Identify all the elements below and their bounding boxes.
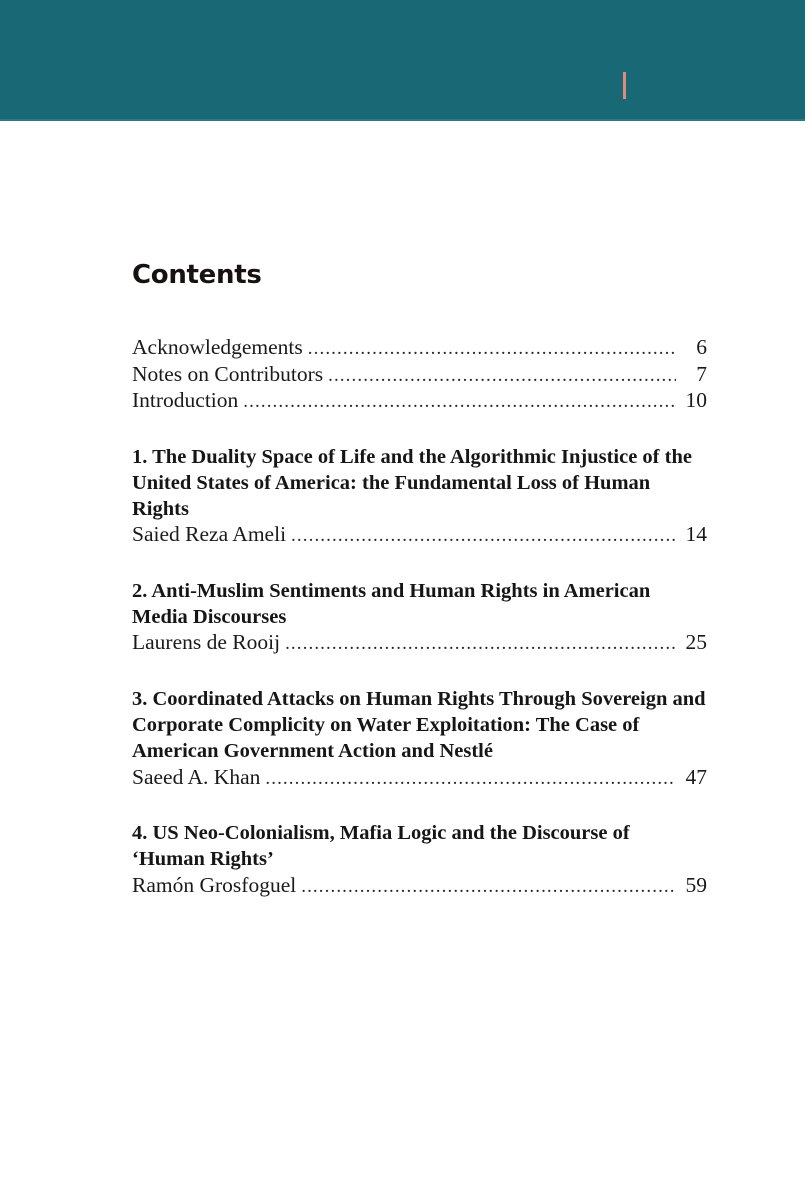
toc-page-number: 6 bbox=[696, 335, 707, 359]
toc-chapter-1[interactable] bbox=[132, 444, 707, 549]
toc-chapter-4[interactable] bbox=[132, 820, 707, 899]
header-band-rule bbox=[0, 119, 805, 121]
toc-entry-acknowledgements[interactable] bbox=[132, 335, 707, 362]
toc-entry-introduction[interactable] bbox=[132, 388, 707, 415]
chapter-author-row bbox=[132, 873, 707, 900]
chapter-author-row bbox=[132, 522, 707, 549]
toc-entry-notes-on-contributors[interactable] bbox=[132, 362, 707, 389]
dot-leader bbox=[308, 336, 676, 362]
toc-page-number: 25 bbox=[685, 630, 707, 655]
chapter-title: 4. US Neo-Colonialism, Mafia Logic and the Discourse of ‘Human Rights’ bbox=[132, 822, 630, 871]
toc-entry-label: Introduction bbox=[132, 388, 239, 413]
chapter-author-row bbox=[132, 630, 707, 657]
front-matter-list bbox=[132, 335, 707, 415]
dot-leader bbox=[328, 363, 676, 389]
toc-page-number: 47 bbox=[685, 764, 707, 789]
table-of-contents bbox=[132, 262, 707, 899]
dot-leader bbox=[301, 874, 676, 900]
dot-leader bbox=[285, 631, 676, 657]
toc-page-number: 7 bbox=[696, 361, 707, 386]
toc-entry-label: Notes on Contributors bbox=[132, 361, 324, 386]
dot-leader bbox=[243, 389, 676, 415]
chapter-author: Saied Reza Ameli bbox=[132, 522, 287, 547]
dot-leader bbox=[265, 766, 676, 792]
toc-page-number: 59 bbox=[685, 872, 707, 897]
page-title: Contents bbox=[132, 260, 262, 290]
chapter-author: Laurens de Rooij bbox=[132, 630, 281, 655]
chapter-author: Ramón Grosfoguel bbox=[132, 872, 297, 897]
toc-page-number: 10 bbox=[685, 388, 707, 413]
chapter-title: 2. Anti-Muslim Sentiments and Human Rights in American Media Discourses bbox=[132, 579, 651, 629]
toc-chapter-3[interactable] bbox=[132, 686, 707, 791]
chapter-author: Saeed A. Khan bbox=[132, 764, 261, 789]
toc-chapter-2[interactable] bbox=[132, 578, 707, 657]
chapter-title: 1. The Duality Space of Life and the Algorithmic Injustice of the United States of America: the Fundamental Loss of Human Rights bbox=[132, 445, 692, 521]
header-band bbox=[0, 0, 805, 119]
chapter-author-row bbox=[132, 765, 707, 792]
chapter-title: 3. Coordinated Attacks on Human Rights Through Sovereign and Corporate Complicity on Water Exploitation: The Case of American Government Action and Nestlé bbox=[132, 687, 706, 763]
dot-leader bbox=[291, 523, 676, 549]
vertical-accent-bar-icon bbox=[623, 72, 626, 99]
toc-page-number: 14 bbox=[685, 522, 707, 547]
toc-entry-label: Acknowledgements bbox=[132, 335, 303, 359]
